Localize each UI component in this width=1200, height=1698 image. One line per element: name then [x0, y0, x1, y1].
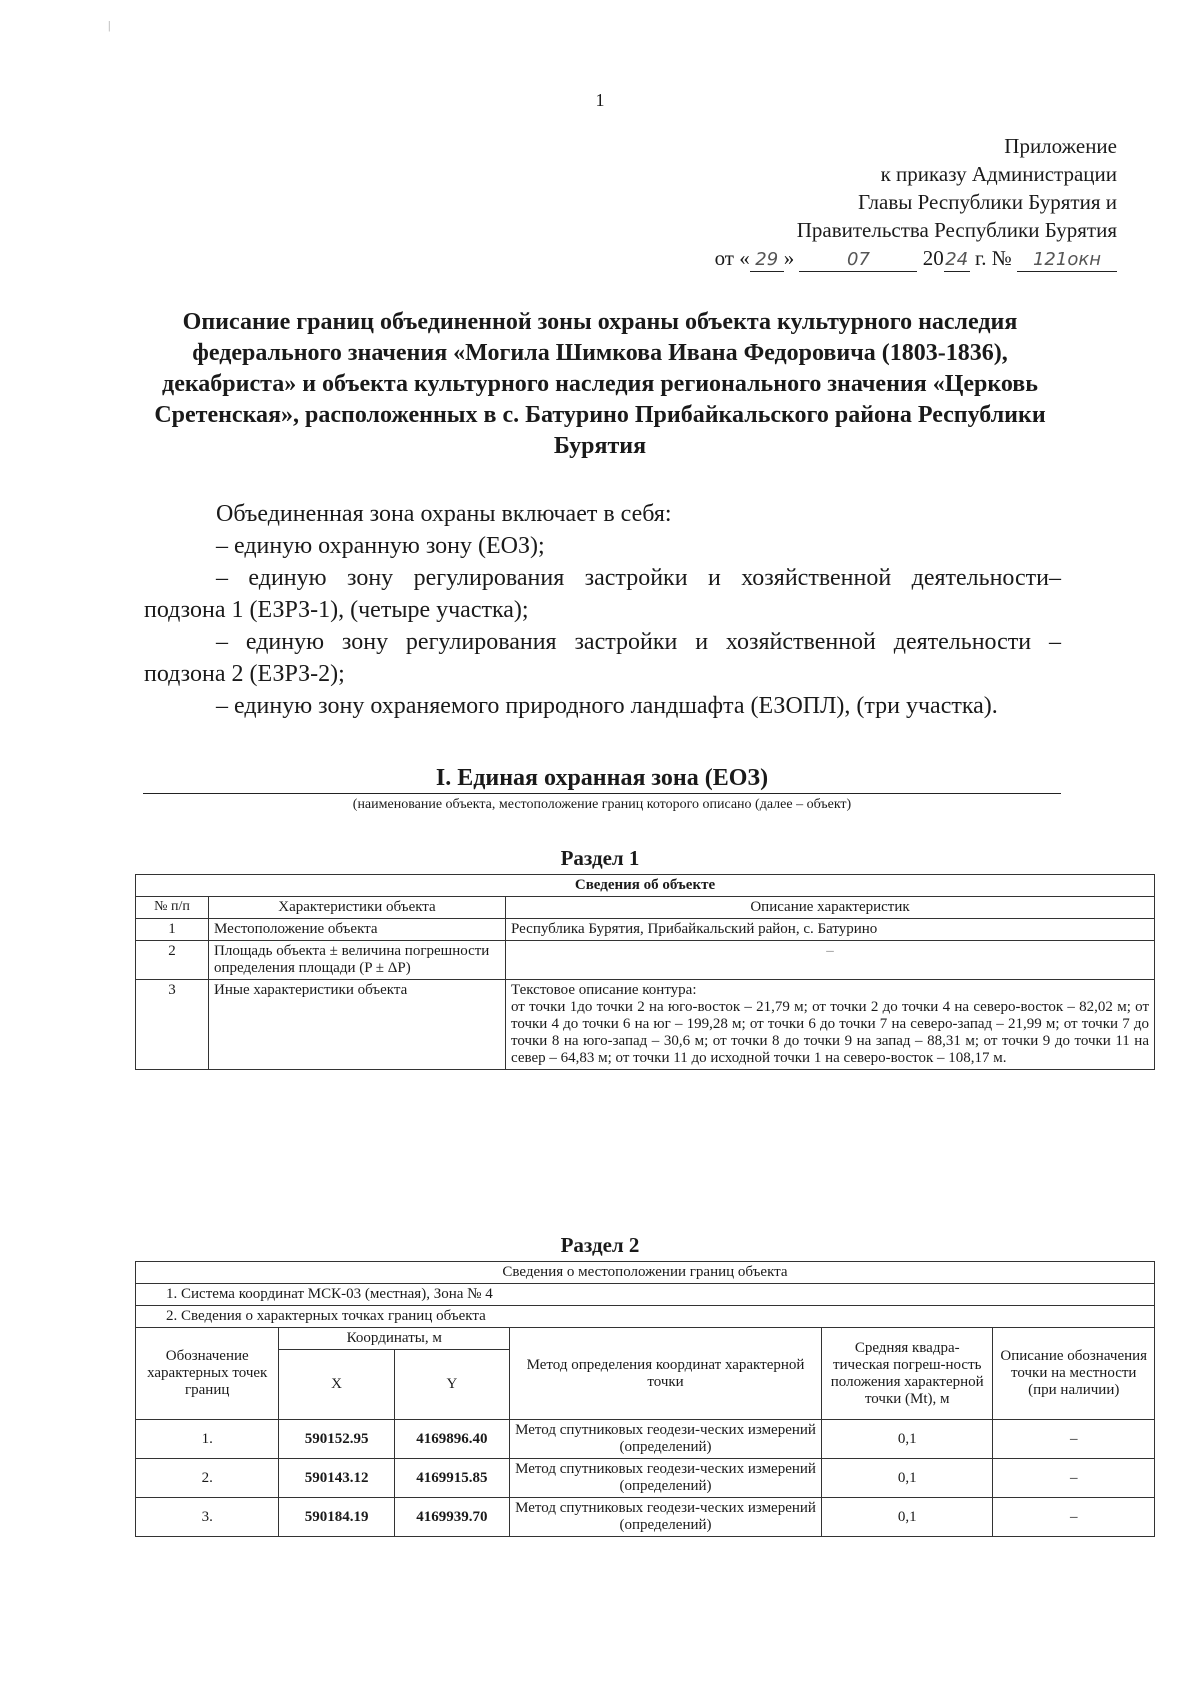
points-header: 2. Сведения о характерных точках границ объекта: [136, 1306, 1155, 1328]
method: Метод спутниковых геодези-ческих измерений (определений): [510, 1420, 822, 1459]
approval-line: Главы Республики Бурятия и: [858, 190, 1117, 214]
approval-block: [715, 132, 1117, 272]
row-characteristic: Иные характеристики объекта: [209, 980, 506, 1070]
section-title: I. Единая охранная зона (ЕОЗ): [435, 765, 769, 791]
section-title-block: [143, 763, 1061, 794]
contour-label: Текстовое описание контура:: [511, 982, 697, 998]
method: Метод спутниковых геодези-ческих измерений (определений): [510, 1459, 822, 1498]
coordinates-table: [135, 1261, 1155, 1537]
point-label: 1.: [136, 1420, 279, 1459]
coordinate-system: 1. Система координат МСК-03 (местная), Зона № 4: [136, 1284, 1155, 1306]
intro-text: [144, 498, 1061, 722]
intro-paragraph: – единую охранную зону (ЕОЗ);: [216, 533, 545, 559]
object-info-table: [135, 874, 1155, 1070]
approval-line: к приказу Администрации: [880, 162, 1117, 186]
point-label: 2.: [136, 1459, 279, 1498]
row-description: [506, 980, 1155, 1070]
column-header: № п/п: [136, 897, 209, 919]
razdel-2-title: Раздел 2: [560, 1233, 640, 1257]
table-row: [136, 1459, 1155, 1498]
row-number: 1: [136, 919, 209, 941]
order-year-end: г. №: [969, 246, 1012, 270]
error-value: 0,1: [821, 1459, 993, 1498]
column-header: Характеристики объекта: [209, 897, 506, 919]
intro-paragraph: подзона 2 (ЕЗРЗ-2);: [144, 661, 345, 687]
order-number: 121окн: [1017, 249, 1117, 272]
row-number: 2: [136, 941, 209, 980]
error-value: 0,1: [821, 1420, 993, 1459]
table-row: [136, 980, 1155, 1070]
point-description: –: [993, 1420, 1155, 1459]
column-header: Описание характеристик: [506, 897, 1155, 919]
point-label: 3.: [136, 1498, 279, 1537]
scan-mark: |: [108, 18, 111, 32]
coord-y: 4169915.85: [394, 1459, 509, 1498]
approval-line: Приложение: [1004, 134, 1117, 158]
point-description: –: [993, 1498, 1155, 1537]
intro-paragraph: – единую зону регулирования застройки и хозяйственной деятельности–: [216, 565, 1061, 591]
approval-line: Правительства Республики Бурятия: [796, 218, 1117, 242]
table-header: Сведения об объекте: [136, 875, 1155, 897]
column-header: Обозначение характерных точек границ: [136, 1328, 279, 1420]
row-description: Республика Бурятия, Прибайкальский район, с. Батурино: [506, 919, 1155, 941]
column-header: Описание обозначения точки на местности (при наличии): [993, 1328, 1155, 1420]
column-header: Средняя квадра-тическая погреш-ность положения характерной точки (Mt), м: [821, 1328, 993, 1420]
order-date-line: [715, 244, 1117, 272]
coord-x: 590184.19: [279, 1498, 394, 1537]
order-year-suffix: 24: [945, 249, 969, 270]
coord-y: 4169939.70: [394, 1498, 509, 1537]
intro-paragraph: – единую зону регулирования застройки и хозяйственной деятельности –: [216, 629, 1061, 655]
section-subtitle: (наименование объекта, местоположение границ которого описано (далее – объект): [352, 797, 852, 812]
document-title: Описание границ объединенной зоны охраны объекта культурного наследия федерального значения «Могила Шимкова Ивана Федоровича (1803-1836), декабриста» и объекта культурного наследия регионального значения «Церковь Сретенская», расположенных в с. Батурино Прибайкальского района Республики Бурятия: [154, 309, 1046, 459]
intro-paragraph: – единую зону охраняемого природного ландшафта (ЕЗОПЛ), (три участка).: [216, 693, 998, 719]
table-row: [136, 1498, 1155, 1537]
coord-y: 4169896.40: [394, 1420, 509, 1459]
coord-x: 590152.95: [279, 1420, 394, 1459]
order-mid: »: [783, 246, 795, 270]
razdel-1-title: Раздел 1: [560, 846, 640, 870]
page-number: 1: [595, 90, 605, 110]
contour-description: от точки 1до точки 2 на юго-восток – 21,79 м; от точки 2 до точки 4 на северо-восток – 82,02 м; от точки 4 до точки 6 на юг – 199,28 м; от точки 6 до точки 7 на северо-запад – 21,99 м; от точки 7 до точки 8 на юго-запад – 30,6 м; от точки 8 до точки 9 на запад – 88,31 м; от точки 9 до точки 11 на север – 64,83 м; от точки 11 до исходной точки 1 на северо-восток – 108,17 м.: [511, 999, 1149, 1066]
order-year-prefix: 20: [922, 246, 944, 270]
row-number: 3: [136, 980, 209, 1070]
table-row: [136, 919, 1155, 941]
point-description: –: [993, 1459, 1155, 1498]
intro-paragraph: подзона 1 (ЕЗРЗ-1), (четыре участка);: [144, 597, 529, 623]
coord-x: 590143.12: [279, 1459, 394, 1498]
order-month: 07: [799, 249, 917, 272]
row-description: –: [506, 941, 1155, 980]
table-row: [136, 941, 1155, 980]
column-header-x: X: [279, 1350, 394, 1420]
intro-paragraph: Объединенная зона охраны включает в себя:: [216, 501, 672, 527]
column-header-y: Y: [394, 1350, 509, 1420]
column-header: Координаты, м: [279, 1328, 510, 1350]
order-day: 29: [750, 249, 784, 272]
table-header: Сведения о местоположении границ объекта: [136, 1262, 1155, 1284]
row-characteristic: Площадь объекта ± величина погрешности определения площади (P ± ΔP): [209, 941, 506, 980]
error-value: 0,1: [821, 1498, 993, 1537]
column-header: Метод определения координат характерной точки: [510, 1328, 822, 1420]
method: Метод спутниковых геодези-ческих измерений (определений): [510, 1498, 822, 1537]
row-characteristic: Местоположение объекта: [209, 919, 506, 941]
order-from-label: от «: [714, 246, 750, 270]
table-row: [136, 1420, 1155, 1459]
